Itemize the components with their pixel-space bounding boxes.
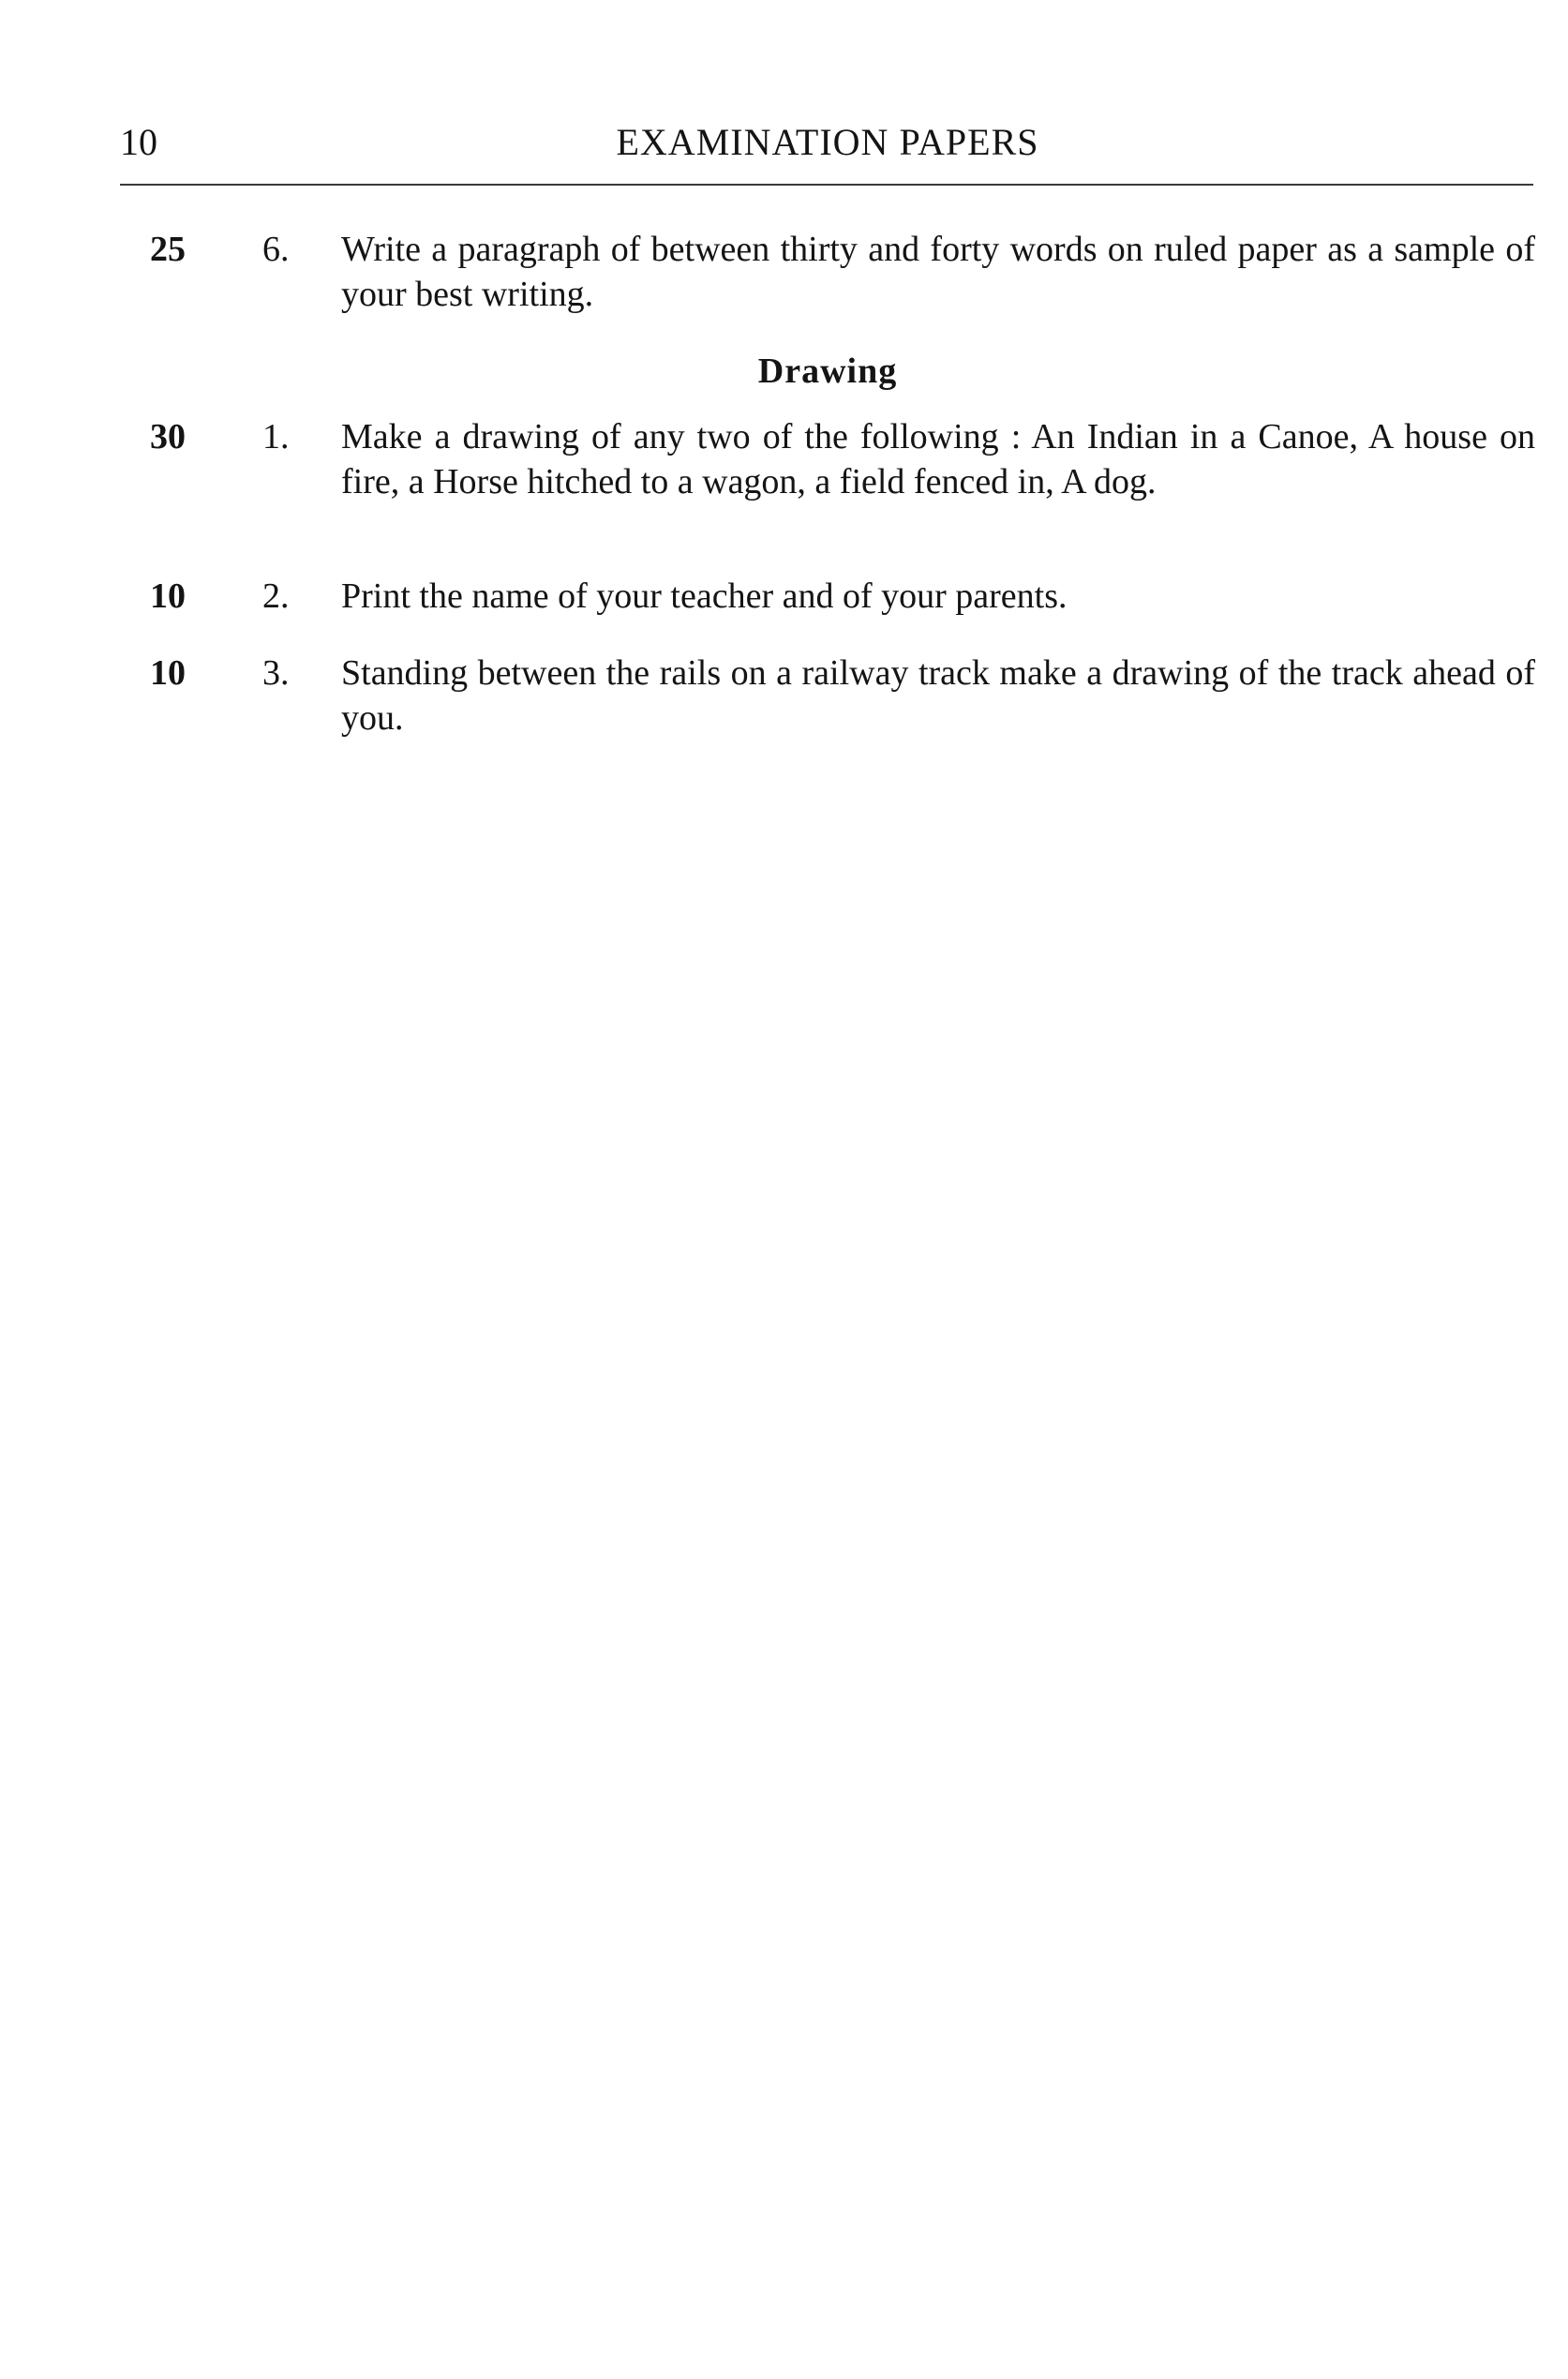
header-rule <box>120 184 1533 186</box>
question-marks: 10 <box>150 653 186 693</box>
question-marks: 10 <box>150 576 186 616</box>
question-text: Write a paragraph of between thirty and forty words on ruled paper as a sample of your best writing. <box>341 230 1535 314</box>
running-head: EXAMINATION PAPERS <box>616 121 1039 163</box>
page-header <box>120 112 1535 169</box>
question-marks: 25 <box>150 230 186 269</box>
question-text: Make a drawing of any two of the following : An Indian in a Canoe, A house on fire, a Horse hitched to a wagon, a field fenced in, A dog. <box>341 417 1535 501</box>
question-text: Print the name of your teacher and of your parents. <box>341 576 1068 616</box>
question-number: 3. <box>262 653 290 693</box>
question-number: 2. <box>262 576 290 616</box>
question-number: 6. <box>262 230 290 269</box>
question-marks: 30 <box>150 417 186 456</box>
question-number: 1. <box>262 417 290 456</box>
page-number: 10 <box>120 121 157 163</box>
section-heading: Drawing <box>757 352 898 391</box>
question-text: Standing between the rails on a railway track make a drawing of the track ahead of you. <box>341 653 1535 738</box>
